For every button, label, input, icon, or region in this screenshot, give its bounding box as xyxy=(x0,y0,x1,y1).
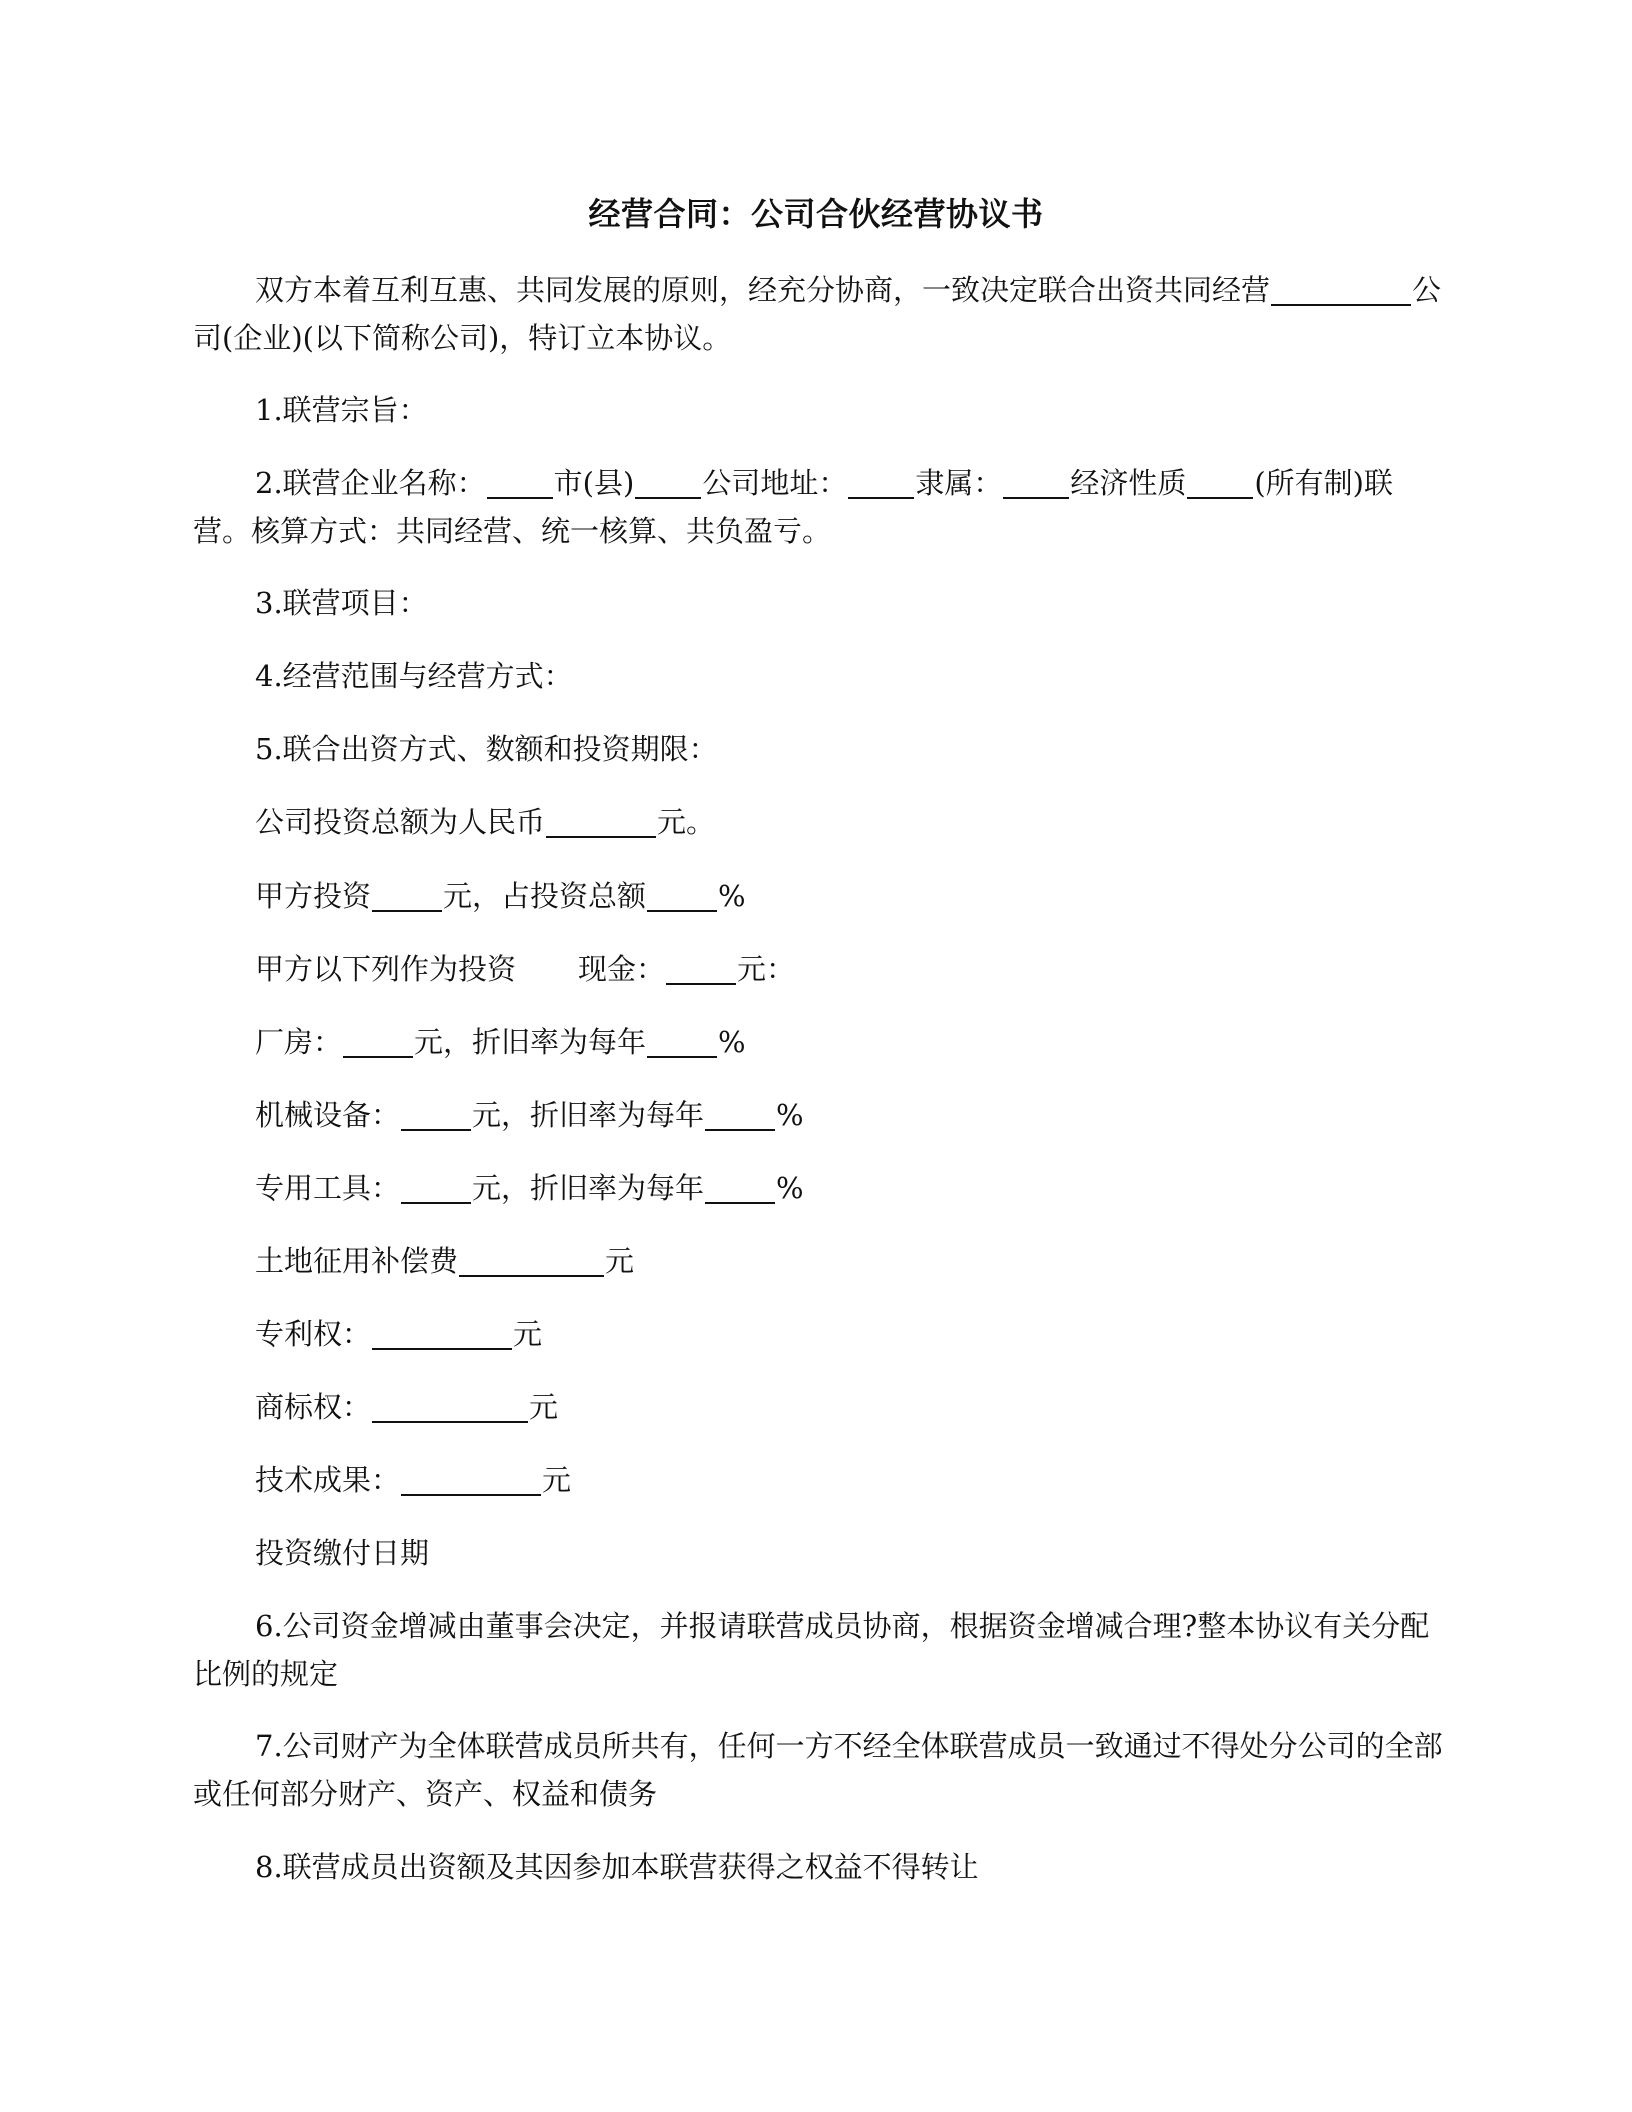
trademark-line xyxy=(255,1383,558,1431)
nature-blank xyxy=(1187,467,1253,499)
yuan-suffix: 元 xyxy=(605,1244,635,1278)
machinery-line xyxy=(255,1091,804,1139)
yuan-suffix: 元 xyxy=(529,1390,559,1424)
machinery-rate-blank xyxy=(705,1099,775,1131)
yuan-suffix: 元 xyxy=(513,1317,543,1351)
patent-label: 专利权： xyxy=(255,1317,372,1351)
machinery-label: 机械设备： xyxy=(255,1098,401,1132)
tools-line xyxy=(255,1164,804,1212)
tools-label: 专用工具： xyxy=(255,1171,401,1205)
total-investment-blank xyxy=(546,806,656,838)
item-3: 3.联营项目： xyxy=(255,586,428,620)
tools-depreciation-label: 元，折旧率为每年 xyxy=(472,1171,705,1205)
total-investment-line xyxy=(255,798,715,846)
document-title: 经营合同：公司合伙经营协议书 xyxy=(588,195,1044,233)
land-line xyxy=(255,1237,634,1285)
enterprise-name-blank xyxy=(487,467,553,499)
party-a-percent-blank xyxy=(647,880,717,912)
intro-paragraph xyxy=(193,266,1443,362)
land-label: 土地征用补偿费 xyxy=(255,1244,459,1278)
item-2-rest: 联营。核算方式：共同经营、统一核算、共负盈亏。 xyxy=(193,466,1394,548)
payment-date-line: 投资缴付日期 xyxy=(255,1536,430,1570)
item-8: 8.联营成员出资额及其因参加本联营获得之权益不得转让 xyxy=(255,1850,979,1884)
item-2-city: 市(县) xyxy=(553,466,635,500)
tools-rate-blank xyxy=(705,1172,775,1204)
patent-amount-blank xyxy=(372,1318,512,1350)
item-4: 4.经营范围与经营方式： xyxy=(255,659,573,693)
machinery-amount-blank xyxy=(401,1099,471,1131)
total-investment-label: 公司投资总额为人民币 xyxy=(255,805,546,839)
item-1: 1.联营宗旨： xyxy=(255,393,428,427)
machinery-depreciation-label: 元，折旧率为每年 xyxy=(472,1098,705,1132)
item-2-name-label: 2.联营企业名称： xyxy=(255,466,486,500)
item-6: 6.公司资金增减由董事会决定，并报请联营成员协商，根据资金增减合理?整本协议有关分配比例的规定 xyxy=(193,1609,1430,1691)
cash-label: 现金： xyxy=(578,952,666,986)
company-name-blank xyxy=(1271,274,1411,306)
item-2-ownership: (所有制) xyxy=(1254,466,1364,500)
cash-blank xyxy=(666,953,736,985)
item-2-nature: 经济性质 xyxy=(1070,466,1187,500)
city-blank xyxy=(635,467,701,499)
tech-label: 技术成果： xyxy=(255,1463,401,1497)
party-a-investment-label: 甲方投资 xyxy=(255,879,372,913)
item-7: 7.公司财产为全体联营成员所共有，任何一方不经全体联营成员一致通过不得处分公司的全部或任何部分财产、资产、权益和债务 xyxy=(193,1729,1443,1811)
trademark-amount-blank xyxy=(372,1391,528,1423)
plant-label: 厂房： xyxy=(255,1025,343,1059)
party-a-items-label: 甲方以下列作为投资 xyxy=(255,952,517,986)
item-5: 5.联合出资方式、数额和投资期限： xyxy=(255,732,718,766)
tools-amount-blank xyxy=(401,1172,471,1204)
tech-amount-blank xyxy=(401,1464,541,1496)
yuan-suffix: 元 xyxy=(542,1463,572,1497)
item-2 xyxy=(193,459,1443,555)
item-2-affiliation: 隶属： xyxy=(915,466,1003,500)
party-a-items-line xyxy=(255,945,795,993)
address-blank xyxy=(848,467,914,499)
party-a-investment-line xyxy=(255,872,746,920)
plant-line xyxy=(255,1018,746,1066)
affiliation-blank xyxy=(1003,467,1069,499)
percent-sign: % xyxy=(718,1025,746,1059)
total-investment-suffix: 元。 xyxy=(657,805,716,839)
plant-rate-blank xyxy=(647,1026,717,1058)
land-amount-blank xyxy=(459,1245,604,1277)
percent-sign: % xyxy=(776,1171,804,1205)
party-a-amount-blank xyxy=(372,880,442,912)
percent-sign: % xyxy=(776,1098,804,1132)
tech-line xyxy=(255,1456,571,1504)
cash-suffix: 元： xyxy=(737,952,796,986)
percent-sign: % xyxy=(718,879,746,913)
trademark-label: 商标权： xyxy=(255,1390,372,1424)
plant-amount-blank xyxy=(343,1026,413,1058)
plant-depreciation-label: 元，折旧率为每年 xyxy=(414,1025,647,1059)
party-a-share-label: 元，占投资总额 xyxy=(443,879,647,913)
intro-text-part1: 双方本着互利互惠、共同发展的原则，经充分协商，一致决定联合出资共同经营 xyxy=(255,273,1271,307)
patent-line xyxy=(255,1310,542,1358)
intro-text-part2: 公司(企业)(以下简称公司)，特订立本协议。 xyxy=(193,273,1442,355)
item-2-address: 公司地址： xyxy=(702,466,848,500)
